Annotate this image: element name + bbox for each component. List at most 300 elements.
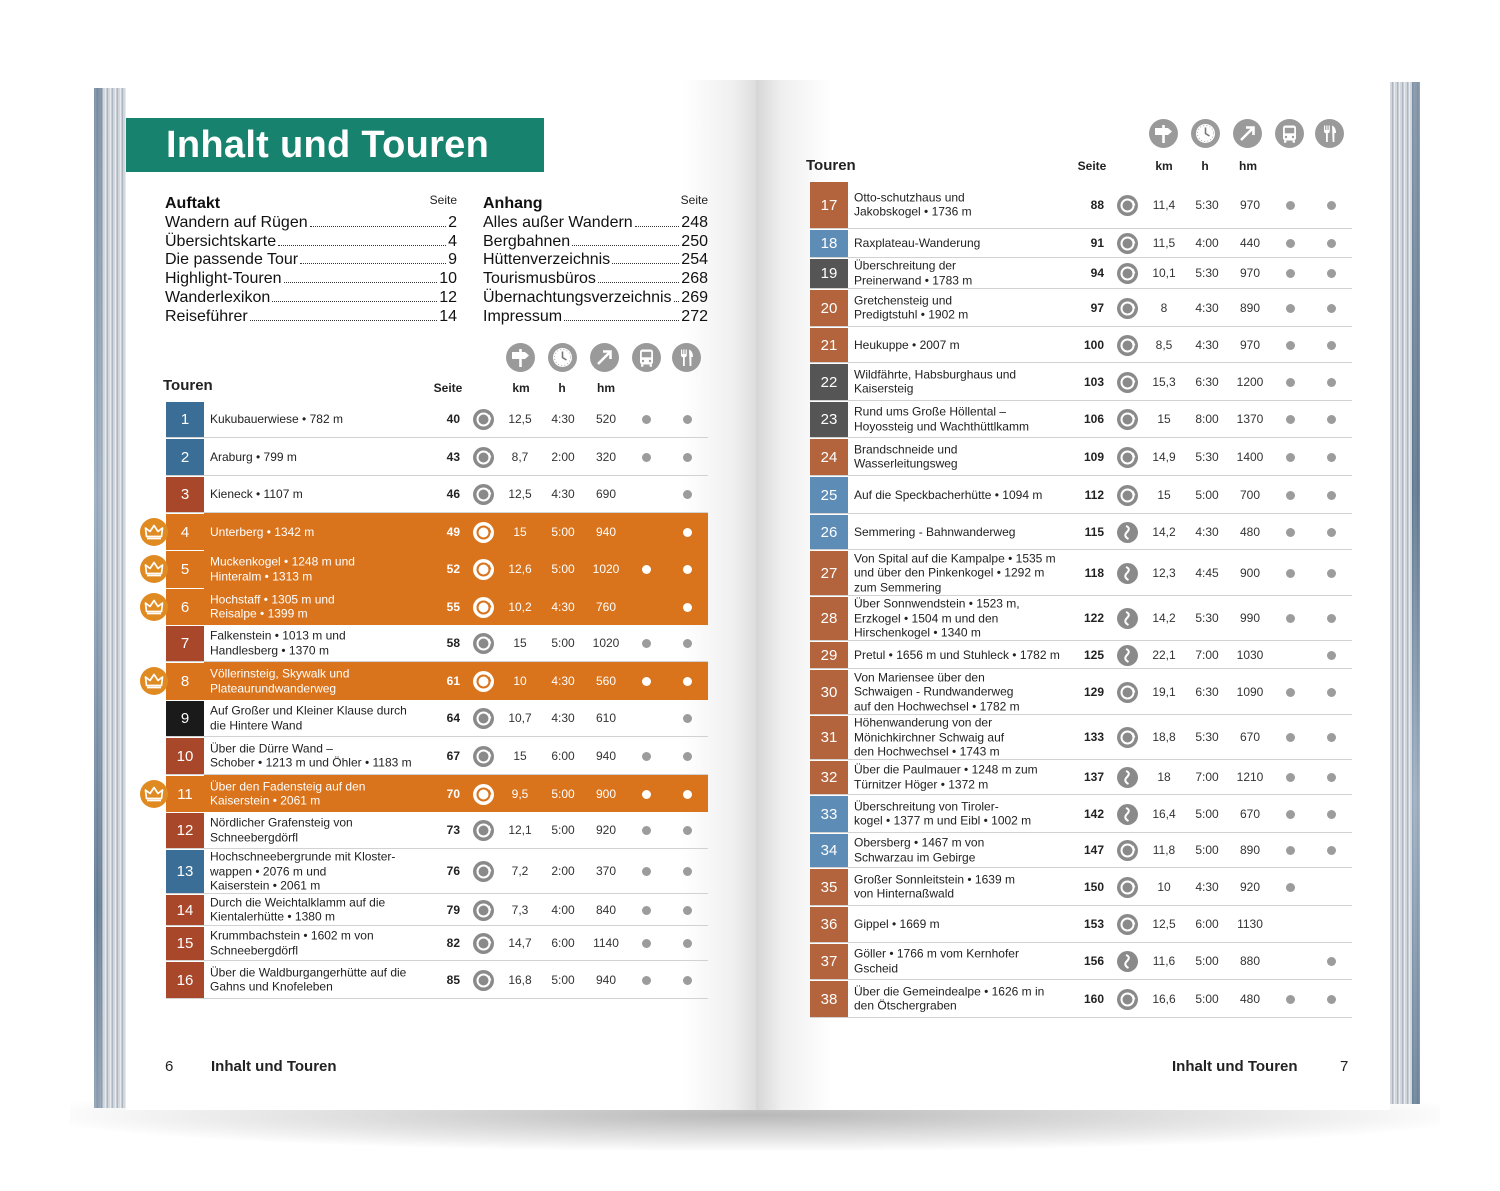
tour-km: 18 (1157, 770, 1171, 784)
one-way-icon (1117, 804, 1138, 825)
food-availability-dot (1327, 733, 1336, 742)
table-row[interactable] (810, 181, 1352, 229)
tour-number: 15 (166, 926, 204, 960)
tour-name: Gretchensteig und Predigtstuhl • 1902 m (854, 293, 969, 322)
tour-page: 67 (446, 748, 460, 763)
tour-page: 43 (446, 449, 460, 464)
tour-number: 31 (810, 715, 848, 759)
bus-availability-dot (642, 677, 651, 686)
table-row[interactable] (810, 514, 1352, 550)
tour-page: 100 (1083, 337, 1104, 352)
tour-km: 9,5 (511, 786, 529, 801)
tour-h: 5:00 (1195, 843, 1219, 857)
tour-km: 14,9 (1152, 449, 1176, 464)
left-col-hm: hm (597, 381, 615, 395)
tour-h: 4:30 (551, 599, 575, 614)
right-footer-page-number: 7 (1340, 1058, 1349, 1075)
tour-h: 5:00 (551, 823, 575, 837)
tour-km: 15 (1157, 487, 1171, 502)
tour-hm: 900 (1239, 565, 1261, 580)
one-way-icon (1117, 645, 1138, 666)
tour-page: 76 (446, 864, 460, 878)
table-row[interactable] (166, 737, 708, 775)
round-trip-icon (1117, 727, 1138, 748)
tour-km: 22,1 (1152, 647, 1176, 662)
bus-availability-dot (1286, 491, 1295, 500)
tour-h: 4:30 (551, 412, 575, 426)
tour-number: 35 (810, 868, 848, 905)
bus-availability-dot (642, 976, 651, 985)
tour-page: 40 (446, 412, 460, 426)
tour-km: 10 (1157, 879, 1171, 894)
tour-km: 10,1 (1152, 266, 1176, 280)
tour-name: Pretul • 1656 m und Stuhleck • 1782 m (854, 647, 1060, 662)
toc-entry-page: 4 (448, 232, 457, 250)
tour-number: 14 (166, 894, 204, 925)
signpost-icon (506, 343, 535, 372)
toc-auftakt-seite: Seite (429, 193, 457, 207)
right-footer-title-text: Inhalt und Touren (1172, 1058, 1298, 1075)
toc-leader-dots (278, 234, 446, 246)
right-col-h: h (1201, 159, 1209, 173)
cutlery-icon (672, 343, 701, 372)
tour-hm: 940 (595, 748, 617, 763)
table-row[interactable] (166, 812, 708, 849)
tour-km: 8 (1160, 300, 1168, 315)
food-availability-dot (683, 528, 692, 537)
tour-name: Auf Großer und Kleiner Klause durch die Hintere Wand (210, 703, 407, 732)
tour-km: 10,7 (508, 711, 532, 725)
cutlery-icon (1315, 119, 1344, 148)
table-row[interactable] (166, 961, 708, 999)
tour-h: 2:00 (551, 449, 575, 464)
tour-h: 7:00 (1195, 770, 1219, 784)
tour-h: 4:00 (551, 902, 575, 917)
tour-name: Rund ums Große Höllental – Hoyossteig und Wachthüttlkamm (854, 404, 1029, 433)
tour-page: 150 (1083, 879, 1104, 894)
tour-name: Kieneck • 1107 m (210, 486, 303, 501)
tour-hm: 480 (1239, 524, 1261, 539)
toc-entry-page: 250 (681, 232, 708, 250)
table-row[interactable] (810, 760, 1352, 795)
tour-h: 4:30 (1195, 337, 1219, 352)
tour-number: 28 (810, 596, 848, 640)
toc-entry-label: Impressum (483, 307, 563, 325)
table-row[interactable] (810, 833, 1352, 868)
one-way-icon (1117, 608, 1138, 629)
tour-number: 27 (810, 550, 848, 595)
round-trip-icon (473, 900, 494, 921)
food-availability-dot (1327, 415, 1336, 424)
toc-auftakt (165, 195, 457, 327)
tour-hm: 1090 (1236, 684, 1264, 699)
table-row[interactable] (166, 894, 708, 926)
round-trip-icon (1117, 682, 1138, 703)
tour-km: 10 (513, 674, 527, 688)
table-row[interactable] (810, 258, 1352, 289)
highlight-crown-icon (140, 555, 168, 583)
table-row[interactable] (810, 980, 1352, 1018)
tour-km: 15 (513, 748, 527, 763)
tour-hm: 690 (595, 487, 617, 501)
tour-hm: 700 (1239, 487, 1261, 502)
table-row[interactable] (810, 669, 1352, 715)
bus-availability-dot (1286, 688, 1295, 697)
tour-page: 85 (446, 972, 460, 987)
toc-entry-label: Reiseführer (165, 307, 248, 325)
tour-h: 5:30 (1195, 449, 1219, 464)
table-row[interactable] (166, 438, 708, 476)
tour-number: 10 (166, 737, 204, 774)
table-row[interactable] (166, 926, 708, 961)
table-row[interactable] (810, 229, 1352, 258)
tour-name: Über die Waldburgangerhütte auf die Gahns und Knofeleben (210, 965, 407, 994)
toc-entry-label: Highlight-Touren (165, 270, 282, 288)
table-row[interactable] (810, 327, 1352, 363)
tour-name: Durch die Weichtalklamm auf die Kientalerhütte • 1380 m (210, 895, 386, 924)
food-availability-dot (1327, 773, 1336, 782)
round-trip-icon (473, 484, 494, 505)
tour-h: 8:00 (1195, 412, 1219, 426)
tour-km: 14,2 (1152, 524, 1176, 539)
food-availability-dot (683, 603, 692, 612)
tour-h: 4:30 (551, 711, 575, 725)
tour-hm: 840 (595, 902, 617, 917)
round-trip-icon (473, 933, 494, 954)
bus-availability-dot (1286, 810, 1295, 819)
tour-name: Muckenkogel • 1248 m und Hinteralm • 1313 m (210, 554, 355, 583)
tour-hm: 670 (1239, 806, 1261, 821)
food-availability-dot (683, 906, 692, 915)
tour-km: 16,8 (508, 972, 532, 987)
food-availability-dot (1327, 995, 1336, 1004)
food-availability-dot (1327, 846, 1336, 855)
tour-km: 14,2 (1152, 611, 1176, 625)
round-trip-icon (1117, 195, 1138, 216)
tour-h: 6:00 (551, 936, 575, 950)
tour-number: 6 (166, 588, 204, 625)
left-footer-title-text: Inhalt und Touren (211, 1058, 337, 1075)
tour-name: Von Spital auf die Kampalpe • 1535 m und über den Pinkenkogel • 1292 m zum Semmering (854, 550, 1056, 594)
bus-availability-dot (642, 565, 651, 574)
table-row[interactable] (810, 363, 1352, 401)
bus-availability-dot (642, 639, 651, 648)
bus-availability-dot (1286, 528, 1295, 537)
tour-hm: 1140 (593, 936, 619, 950)
tour-page: 118 (1084, 565, 1104, 580)
tour-km: 8,7 (511, 449, 529, 464)
toc-entry[interactable] (165, 289, 457, 308)
tour-number: 36 (810, 906, 848, 942)
toc-anhang-heading: Anhang (483, 195, 543, 212)
right-col-hm: hm (1239, 159, 1257, 173)
toc-anhang-list (483, 214, 708, 327)
tour-number: 32 (810, 760, 848, 794)
table-row[interactable] (166, 662, 708, 700)
tour-hm: 1020 (592, 562, 620, 576)
ascent-icon (590, 343, 619, 372)
left-col-h: h (558, 381, 566, 395)
tour-hm: 520 (595, 412, 617, 426)
toc-leader-dots (310, 215, 446, 227)
bus-availability-dot (1286, 304, 1295, 313)
tour-h: 5:00 (1195, 991, 1219, 1006)
tour-hm: 560 (595, 674, 617, 688)
food-availability-dot (1327, 491, 1336, 500)
tour-page: 82 (446, 936, 460, 950)
round-trip-icon (473, 746, 494, 767)
table-row[interactable] (810, 906, 1352, 943)
tour-number: 30 (810, 669, 848, 714)
food-availability-dot (683, 639, 692, 648)
tour-page: 115 (1084, 524, 1104, 539)
tour-hm: 1370 (1236, 412, 1264, 426)
toc-entry[interactable] (483, 270, 708, 289)
tour-page: 156 (1083, 954, 1104, 968)
tour-hm: 900 (595, 786, 617, 801)
tour-km: 8,5 (1155, 337, 1173, 352)
toc-entry-page: 254 (681, 251, 708, 269)
bus-availability-dot (1286, 415, 1295, 424)
tour-name: Nördlicher Grafensteig von Schneebergdörfl (210, 815, 353, 844)
tour-hm: 1210 (1236, 770, 1264, 784)
one-way-icon (1117, 522, 1138, 543)
food-availability-dot (1327, 453, 1336, 462)
toc-entry[interactable] (483, 308, 708, 327)
toc-leader-dots (250, 309, 438, 321)
toc-entry-label: Tourismusbüros (483, 270, 596, 288)
food-availability-dot (1327, 569, 1336, 578)
tour-number: 19 (810, 258, 848, 288)
food-availability-dot (683, 976, 692, 985)
tour-km: 7,2 (511, 864, 529, 878)
round-trip-icon (1117, 485, 1138, 506)
tour-name: Wildfährte, Habsburghaus und Kaisersteig (854, 367, 1017, 396)
tour-h: 6:30 (1195, 684, 1219, 699)
tour-h: 6:00 (551, 748, 575, 763)
highlight-crown-icon (140, 518, 168, 546)
tour-km: 12,5 (508, 487, 532, 501)
round-trip-icon (473, 409, 494, 430)
tour-km: 15 (1157, 412, 1171, 426)
tour-km: 15 (513, 636, 527, 650)
tour-name: Brandschneide und Wasserleitungsweg (854, 442, 958, 471)
tour-h: 6:30 (1195, 374, 1219, 389)
tour-page: 61 (446, 674, 460, 688)
toc-entry-label: Übernachtungsverzeichnis (483, 288, 672, 306)
toc-entry[interactable] (165, 251, 457, 270)
title-banner (126, 118, 544, 172)
round-trip-icon (1117, 877, 1138, 898)
toc-entry[interactable] (165, 270, 457, 289)
table-row[interactable] (810, 289, 1352, 327)
bus-availability-dot (1286, 773, 1295, 782)
tour-number: 5 (166, 550, 204, 588)
table-row[interactable] (810, 476, 1352, 514)
table-row[interactable] (166, 550, 708, 588)
tour-name: Über den Fadensteig auf den Kaiserstein • 2061 m (210, 779, 366, 808)
tour-h: 2:00 (551, 864, 575, 878)
tour-name: Kukubauerwiese • 782 m (210, 411, 343, 426)
table-row[interactable] (810, 550, 1352, 596)
round-trip-icon (473, 559, 494, 580)
food-availability-dot (683, 565, 692, 574)
tour-name: Araburg • 799 m (210, 449, 297, 464)
tour-name: Heukuppe • 2007 m (854, 337, 960, 352)
tour-number: 37 (810, 943, 848, 979)
round-trip-icon (473, 522, 494, 543)
tour-page: 137 (1083, 770, 1104, 784)
round-trip-icon (473, 820, 494, 841)
toc-entry-page: 269 (681, 288, 708, 306)
table-row[interactable] (166, 775, 708, 812)
tour-number: 18 (810, 229, 848, 257)
food-availability-dot (683, 752, 692, 761)
right-col-km: km (1155, 159, 1173, 173)
tour-hm: 1020 (592, 636, 620, 650)
tour-h: 4:30 (551, 674, 575, 688)
tour-name: Überschreitung von Tiroler- kogel • 1377 m und Eibl • 1002 m (854, 799, 1032, 828)
table-row[interactable] (810, 943, 1352, 980)
toc-entry[interactable] (165, 308, 457, 327)
tour-km: 16,6 (1152, 991, 1176, 1006)
tour-h: 4:30 (1195, 300, 1219, 315)
tour-name: Obersberg • 1467 m von Schwarzau im Gebirge (854, 835, 985, 864)
tour-hm: 1400 (1236, 449, 1264, 464)
tour-hm: 670 (1239, 730, 1261, 744)
toc-entry[interactable] (483, 214, 708, 233)
tour-hm: 370 (595, 864, 617, 878)
table-row[interactable] (810, 641, 1352, 669)
table-row[interactable] (166, 513, 708, 550)
tour-hm: 990 (1239, 611, 1261, 625)
toc-entry[interactable] (483, 251, 708, 270)
toc-entry-label: Bergbahnen (483, 232, 571, 250)
bus-availability-dot (1286, 453, 1295, 462)
tour-hm: 920 (595, 823, 617, 837)
tour-km: 12,3 (1152, 565, 1176, 580)
one-way-icon (1117, 563, 1138, 584)
tour-number: 12 (166, 812, 204, 848)
tour-name: Unterberg • 1342 m (210, 524, 315, 539)
toc-entry[interactable] (483, 289, 708, 308)
round-trip-icon (1117, 372, 1138, 393)
tour-hm: 760 (595, 599, 617, 614)
tour-page: 122 (1083, 611, 1104, 625)
round-trip-icon (1117, 233, 1138, 254)
round-trip-icon (473, 633, 494, 654)
tour-number: 4 (166, 513, 204, 550)
tour-hm: 890 (1239, 300, 1261, 315)
food-availability-dot (683, 826, 692, 835)
table-row[interactable] (166, 588, 708, 625)
round-trip-icon (1117, 409, 1138, 430)
bus-availability-dot (642, 790, 651, 799)
round-trip-icon (1117, 298, 1138, 319)
round-trip-icon (1117, 263, 1138, 284)
right-touren-label: Touren (806, 157, 856, 174)
toc-entry[interactable] (165, 233, 457, 252)
tour-page: 79 (446, 902, 460, 917)
tour-page: 49 (446, 524, 460, 539)
tour-page: 97 (1090, 300, 1104, 315)
toc-entry[interactable] (165, 214, 457, 233)
tour-number: 21 (810, 327, 848, 362)
toc-entry-page: 268 (681, 270, 708, 288)
table-row[interactable] (166, 476, 708, 513)
tour-name: Hochschneebergrunde mit Kloster- wappen • 2076 m und Kaiserstein • 2061 m (210, 849, 396, 893)
table-row[interactable] (166, 401, 708, 438)
tour-page: 103 (1083, 374, 1104, 389)
bus-availability-dot (642, 415, 651, 424)
toc-entry-page: 248 (681, 213, 708, 231)
toc-auftakt-list (165, 214, 457, 327)
tour-name: Über Sonnwendstein • 1523 m, Erzkogel • 1504 m und den Hirschenkogel • 1340 m (854, 596, 1020, 640)
tour-number: 7 (166, 625, 204, 661)
toc-entry-page: 272 (681, 307, 708, 325)
bus-icon (632, 343, 661, 372)
tour-hm: 480 (1239, 991, 1261, 1006)
tour-km: 14,7 (508, 936, 532, 950)
bus-availability-dot (1286, 883, 1295, 892)
table-row[interactable] (166, 849, 708, 894)
toc-auftakt-heading: Auftakt (165, 195, 221, 212)
tour-number: 1 (166, 401, 204, 437)
bus-availability-dot (1286, 846, 1295, 855)
toc-leader-dots (612, 252, 679, 264)
bus-availability-dot (642, 867, 651, 876)
left-footer-page-number: 6 (165, 1058, 174, 1075)
bus-availability-dot (642, 752, 651, 761)
toc-leader-dots (284, 271, 438, 283)
highlight-crown-icon (140, 780, 168, 808)
tour-number: 22 (810, 363, 848, 400)
tour-km: 11,5 (1152, 236, 1176, 250)
table-row[interactable] (166, 700, 708, 737)
tour-page: 46 (446, 487, 460, 501)
table-row[interactable] (810, 438, 1352, 476)
tour-h: 5:00 (1195, 487, 1219, 502)
tour-hm: 920 (1239, 879, 1261, 894)
tour-name: Höhenwanderung von der Mönichkirchner Schwaig auf den Hochwechsel • 1743 m (854, 715, 1005, 759)
tour-hm: 440 (1239, 236, 1261, 250)
left-col-seite: Seite (433, 381, 463, 395)
tour-name: Otto-schutzhaus und Jakobskogel • 1736 m (854, 190, 972, 219)
highlight-crown-icon (140, 667, 168, 695)
tour-hm: 1130 (1237, 917, 1263, 931)
table-row[interactable] (810, 401, 1352, 438)
table-row[interactable] (810, 596, 1352, 641)
food-availability-dot (1327, 614, 1336, 623)
bus-availability-dot (642, 453, 651, 462)
tour-h: 5:30 (1195, 611, 1219, 625)
tour-km: 12,5 (1152, 917, 1176, 931)
table-row[interactable] (810, 868, 1352, 906)
tour-page: 147 (1083, 843, 1104, 857)
bus-availability-dot (1286, 201, 1295, 210)
tour-number: 13 (166, 849, 204, 893)
tour-h: 5:00 (551, 972, 575, 987)
table-row[interactable] (166, 625, 708, 662)
table-row[interactable] (810, 795, 1352, 833)
tour-number: 23 (810, 401, 848, 437)
left-touren-label: Touren (163, 377, 213, 394)
toc-entry[interactable] (483, 233, 708, 252)
tour-h: 4:30 (551, 487, 575, 501)
table-row[interactable] (810, 715, 1352, 760)
toc-leader-dots (674, 290, 680, 302)
tour-km: 12,5 (508, 412, 532, 426)
